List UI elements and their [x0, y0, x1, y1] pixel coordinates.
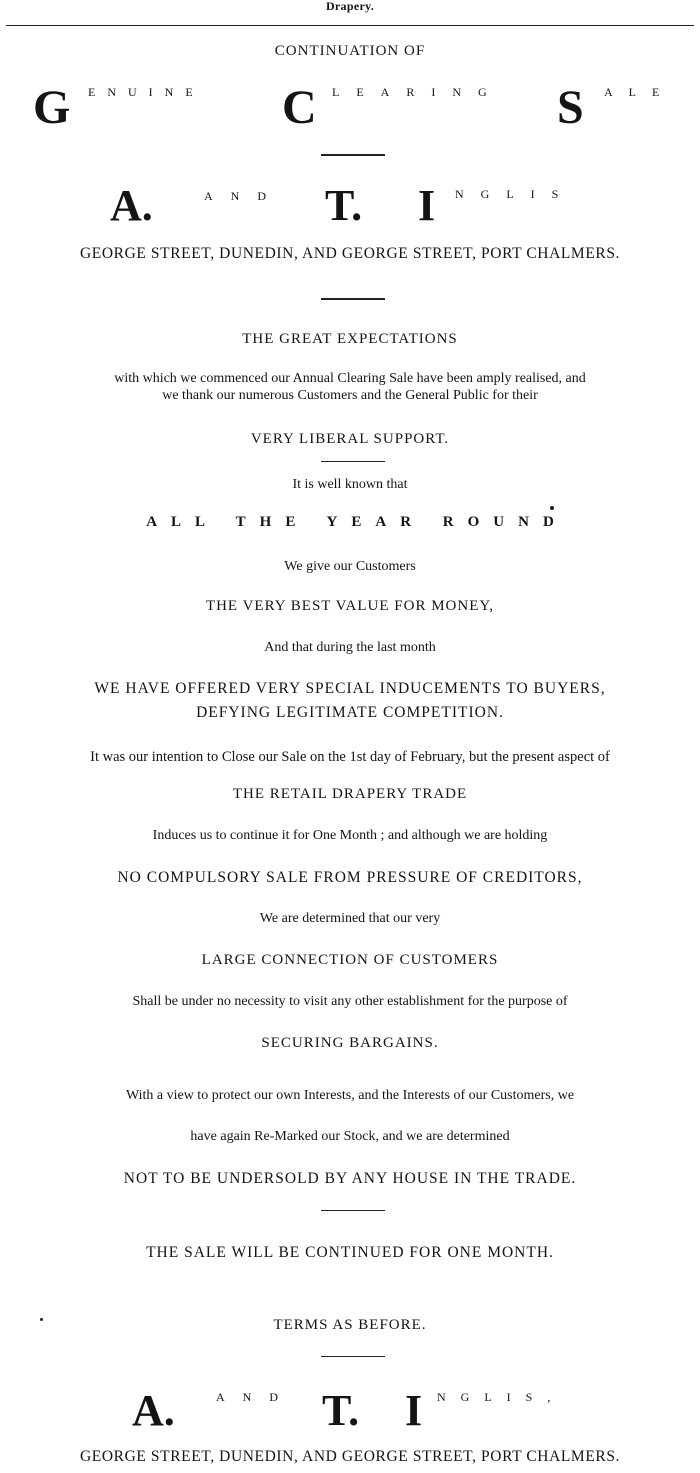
not-undersold: NOT TO BE UNDERSOLD BY ANY HOUSE IN THE TRADE.	[123, 1170, 577, 1187]
best-value: THE VERY BEST VALUE FOR MONEY,	[205, 598, 495, 614]
divider	[321, 154, 385, 156]
large-connection: LARGE CONNECTION OF CUSTOMERS	[201, 952, 499, 968]
firm-initial-t: T.	[325, 181, 363, 230]
sale-title	[0, 80, 700, 134]
firm-initial-i: I	[418, 181, 436, 230]
no-compulsory-sale: NO COMPULSORY SALE FROM PRESSURE OF CREDITORS,	[117, 869, 583, 886]
divider	[321, 298, 385, 300]
all-the-year-round: ALL THE YEAR ROUND	[146, 514, 568, 530]
address-bottom: GEORGE STREET, DUNEDIN, AND GEORGE STREET, PORT CHALMERS.	[79, 1448, 621, 1465]
retail-drapery-trade: THE RETAIL DRAPERY TRADE	[232, 786, 468, 802]
firm-name-top	[0, 180, 700, 230]
firm-name-bottom	[0, 1385, 700, 1435]
divider	[321, 1210, 385, 1211]
section-header: Drapery.	[325, 0, 375, 13]
firm-initial-t: T.	[322, 1386, 360, 1435]
firm-surname: NGLIS,	[437, 1390, 566, 1404]
body-line-1: with which we commenced our Annual Clearing Sale have been amply realised, and	[114, 371, 586, 386]
firm-initial-a: A.	[132, 1386, 175, 1435]
inducements-line-2: DEFYING LEGITIMATE COMPETITION.	[196, 704, 504, 721]
determined: We are determined that our very	[259, 911, 441, 926]
firm-initial-a: A.	[110, 181, 153, 230]
address-top: GEORGE STREET, DUNEDIN, AND GEORGE STREET, PORT CHALMERS.	[79, 245, 621, 262]
firm-surname: NGLIS	[455, 187, 576, 201]
we-give: We give our Customers	[284, 559, 416, 574]
view-line-2: have again Re-Marked our Stock, and we are determined	[190, 1129, 510, 1144]
title-initial-c: C	[282, 81, 317, 134]
last-month: And that during the last month	[264, 640, 436, 655]
firm-and: AND	[204, 189, 284, 203]
intention: It was our intention to Close our Sale on the 1st day of February, but the present aspect of	[90, 749, 610, 765]
body-line-2: we thank our numerous Customers and the General Public for their	[162, 388, 538, 403]
view-line-1: With a view to protect our own Interests, and the Interests of our Customers, we	[125, 1088, 575, 1103]
inducements-line-1: WE HAVE OFFERED VERY SPECIAL INDUCEMENTS TO BUYERS,	[94, 680, 606, 697]
great-expectations: THE GREAT EXPECTATIONS	[242, 331, 458, 347]
title-initial-g: G	[33, 81, 71, 134]
firm-initial-i: I	[405, 1386, 423, 1435]
header-rule	[6, 25, 694, 26]
print-speck	[550, 506, 554, 510]
terms-as-before: TERMS AS BEFORE.	[273, 1317, 427, 1333]
title-word-sale: ALE	[604, 85, 676, 99]
induces: Induces us to continue it for One Month ; and although we are holding	[152, 828, 548, 843]
sale-continued: THE SALE WILL BE CONTINUED FOR ONE MONTH.	[146, 1244, 554, 1261]
well-known: It is well known that	[292, 477, 408, 492]
title-word-clearing: LEARING	[332, 85, 504, 99]
title-word-genuine: ENUINE	[88, 85, 205, 99]
title-initial-s: S	[557, 81, 584, 134]
liberal-support: VERY LIBERAL SUPPORT.	[250, 431, 450, 447]
firm-and: AND	[216, 1390, 296, 1404]
securing-bargains: SECURING BARGAINS.	[261, 1035, 439, 1051]
no-necessity: Shall be under no necessity to visit any other establishment for the purpose of	[132, 994, 568, 1009]
continuation-heading: CONTINUATION OF	[274, 43, 426, 59]
divider	[321, 461, 385, 462]
divider	[321, 1356, 385, 1357]
